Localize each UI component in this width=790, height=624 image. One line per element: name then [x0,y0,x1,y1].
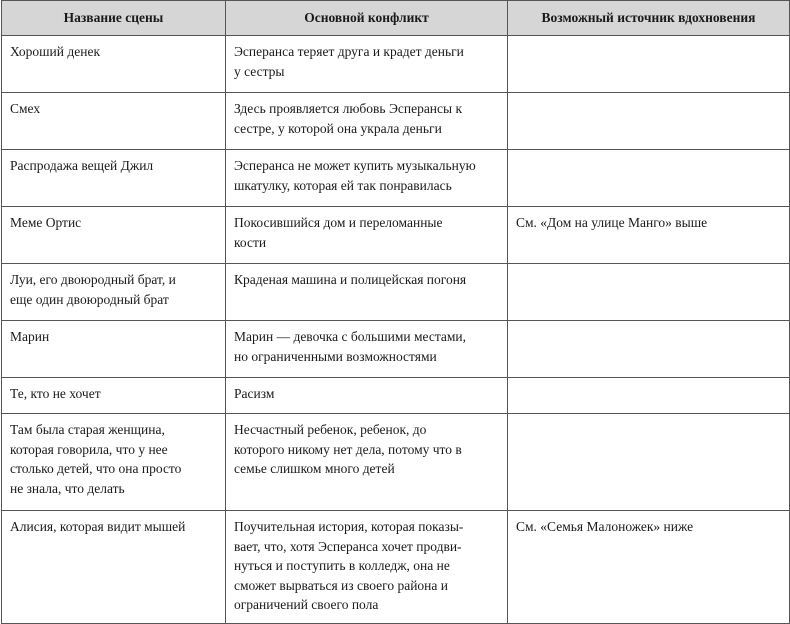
header-scene-name: Название сцены [2,1,226,36]
table-row [2,511,790,624]
scene-name-cell: Алисия, которая видит мышей [2,511,226,624]
scene-name-cell: Хороший денек [2,36,226,93]
conflict-cell: Несчастный ребенок, ребенок, до которого никому нет дела, потому что в семье слишком много детей [226,414,508,511]
scene-name-cell: Те, кто не хочет [2,378,226,414]
scene-name-cell: Распродажа вещей Джил [2,150,226,207]
source-cell [508,93,790,150]
conflict-cell: Здесь проявляется любовь Эсперансы к сестре, у которой она украла деньги [226,93,508,150]
header-inspiration-source: Возможный источник вдохновения [508,1,790,36]
table-row [2,378,790,414]
table-row [2,36,790,93]
header-row [2,1,790,36]
header-main-conflict: Основной конфликт [226,1,508,36]
table-row [2,321,790,378]
source-cell: См. «Дом на улице Манго» выше [508,207,790,264]
conflict-cell: Покосившийся дом и переломанные кости [226,207,508,264]
scenes-table [1,0,790,624]
source-cell: См. «Семья Малоножек» ниже [508,511,790,624]
conflict-cell: Эсперанса теряет друга и крадет деньги у сестры [226,36,508,93]
conflict-cell: Марин — девочка с большими местами, но ограниченными возможностями [226,321,508,378]
source-cell [508,150,790,207]
table-row [2,93,790,150]
conflict-cell: Краденая машина и полицейская погоня [226,264,508,321]
source-cell [508,321,790,378]
conflict-cell: Расизм [226,378,508,414]
source-cell [508,378,790,414]
scene-name-cell: Смех [2,93,226,150]
scene-name-cell: Меме Ортис [2,207,226,264]
conflict-cell: Эсперанса не может купить музыкальную шкатулку, которая ей так понравилась [226,150,508,207]
source-cell [508,414,790,511]
scene-name-cell: Марин [2,321,226,378]
table-row [2,150,790,207]
source-cell [508,36,790,93]
table-row [2,414,790,511]
scene-name-cell: Там была старая женщина, которая говорила, что у нее столько детей, что она просто не знала, что делать [2,414,226,511]
table-row [2,264,790,321]
conflict-cell: Поучительная история, которая показы- вает, что, хотя Эсперанса хочет продви- нуться и поступить в колледж, она не сможет вырваться из своего района и ограничений своего пола [226,511,508,624]
scene-name-cell: Луи, его двоюродный брат, и еще один двоюродный брат [2,264,226,321]
source-cell [508,264,790,321]
table-row [2,207,790,264]
